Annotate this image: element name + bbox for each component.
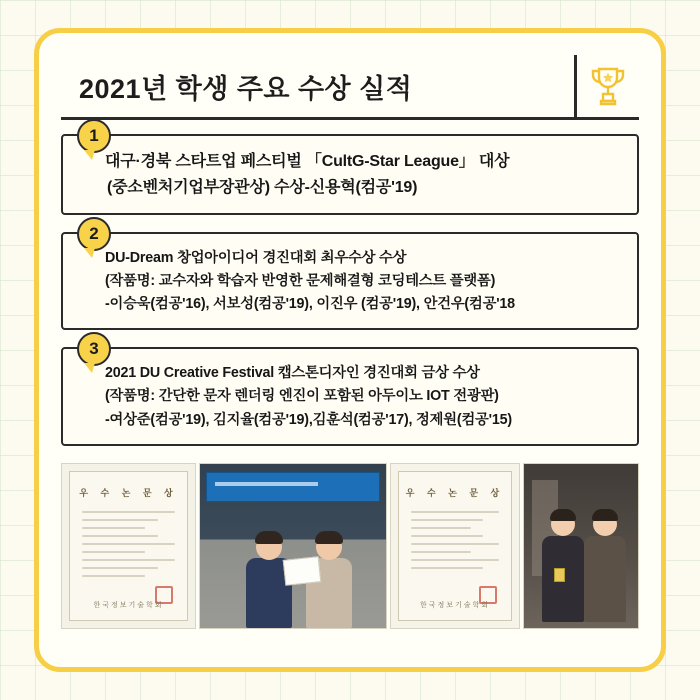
person-head — [593, 512, 617, 536]
award-item-2 — [61, 223, 639, 330]
person-right — [584, 512, 626, 622]
award-number-badge: 1 — [77, 119, 111, 153]
award-line: (중소벤처기업부장관상) 수상-신용혁(컴공'19) — [107, 178, 418, 196]
title-bar — [61, 55, 639, 120]
name-badge-icon — [554, 568, 565, 582]
certificate-body-lines — [411, 511, 499, 569]
award-text-block — [105, 362, 621, 431]
award-text-block — [105, 149, 621, 201]
person-head — [256, 534, 282, 560]
award-list — [55, 126, 645, 446]
person-hair — [550, 509, 576, 521]
certificate-issuer: 한국정보기술학회 — [419, 601, 491, 609]
students-hall-photo — [523, 463, 639, 629]
award-line: (작품명: 간단한 문자 렌더링 엔진이 포함된 아두이노 IOT 전광판) — [105, 388, 499, 405]
photo-strip — [61, 463, 639, 629]
person-left — [542, 512, 584, 622]
award-number-badge: 2 — [77, 217, 111, 251]
award-line: 2021 DU Creative Festival 캡스톤디자인 경진대회 금상 수상 — [105, 365, 480, 382]
award-line: (작품명: 교수자와 학습자 반영한 문제해결형 코딩테스트 플랫폼) — [105, 272, 496, 289]
award-line: DU-Dream 창업아이디어 경진대회 최우수상 수상 — [105, 249, 407, 266]
certificate-photo-right — [390, 463, 520, 629]
certificate-photo-left — [61, 463, 196, 629]
certificate-body-lines — [82, 511, 175, 577]
award-ceremony-photo — [199, 463, 387, 629]
poster-card — [34, 28, 666, 672]
person-body — [584, 536, 626, 622]
person-hair — [255, 531, 283, 544]
certificate-graphic — [69, 471, 188, 621]
person-head — [316, 534, 342, 560]
award-certificate-prop — [283, 556, 322, 586]
person-hair — [315, 531, 343, 544]
certificate-issuer: 한국정보기술학회 — [93, 601, 164, 609]
person-hair — [592, 509, 618, 521]
certificate-title: 우 수 논 문 상 — [79, 487, 178, 498]
award-line: -여상준(컴공'19), 김지율(컴공'19),김훈석(컴공'17), 정제원(컴공'15) — [105, 411, 512, 428]
award-line: -이승욱(컴공'16), 서보성(컴공'19), 이진우 (컴공'19), 안건우(컴공'18 — [105, 296, 515, 313]
certificate-title: 우 수 논 문 상 — [405, 487, 505, 498]
award-number-badge: 3 — [77, 332, 111, 366]
trophy-icon — [588, 65, 628, 107]
hall-scene — [524, 464, 638, 628]
person-head — [551, 512, 575, 536]
ceremony-scene — [200, 464, 386, 628]
award-item-1 — [61, 126, 639, 215]
award-text-block — [105, 247, 621, 316]
award-item-3 — [61, 339, 639, 445]
award-line: 대구·경북 스타트업 페스티벌 「CultG-Star League」 대상 — [105, 153, 510, 170]
trophy-icon-container — [574, 55, 639, 117]
certificate-graphic — [398, 471, 512, 621]
stage-banner — [206, 472, 380, 502]
page-title: 2021년 학생 주요 수상 실적 — [79, 73, 413, 104]
